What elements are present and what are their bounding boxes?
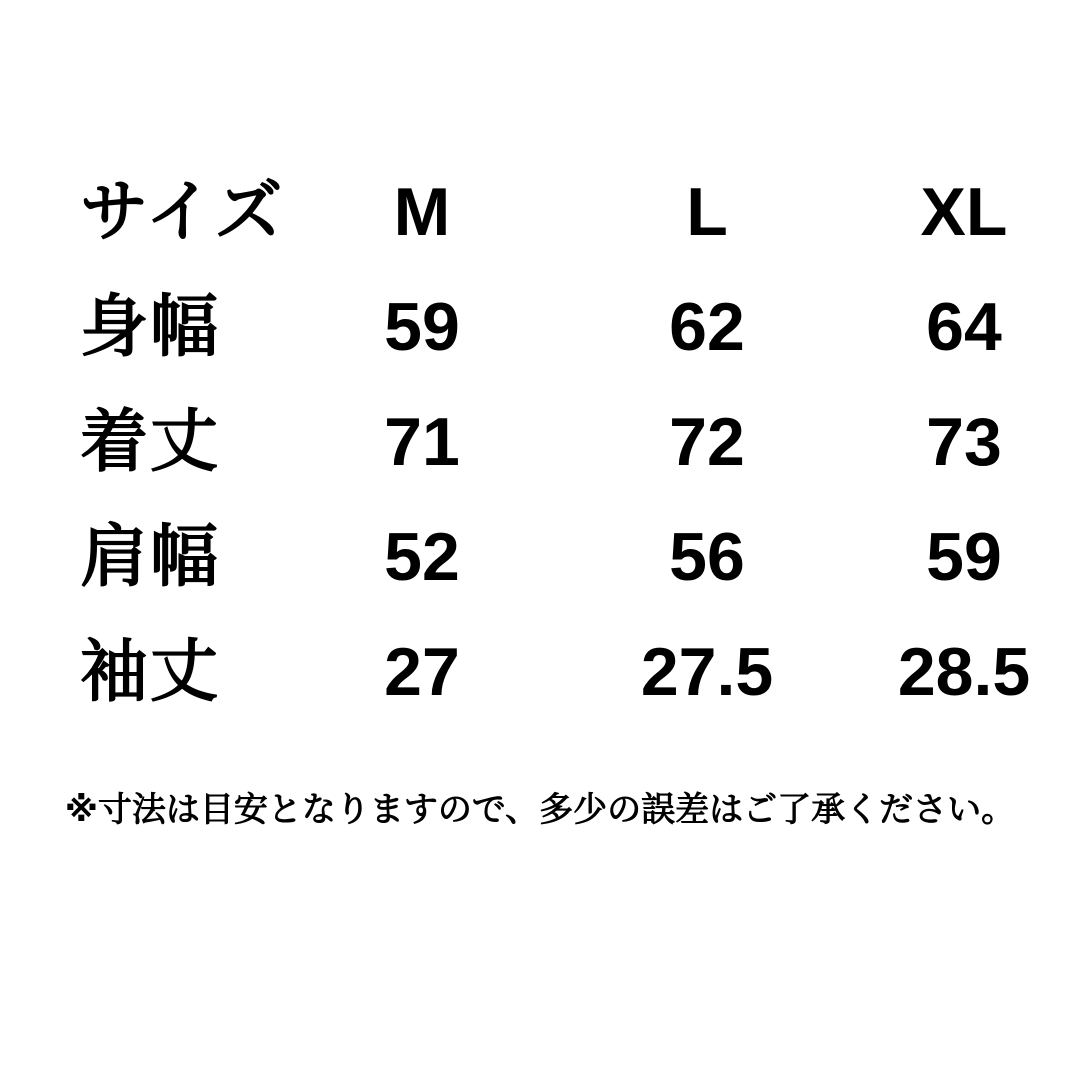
column-header-m: M: [393, 174, 451, 250]
column-header-size: サイズ: [80, 174, 285, 250]
shoulder-width-xl: 59: [926, 519, 1002, 595]
column-header-xl: XL: [920, 174, 1008, 250]
row-label-length: 着丈: [80, 404, 221, 480]
row-label-shoulder-width: 肩幅: [80, 519, 221, 595]
shoulder-width-row: [0, 500, 1080, 615]
sleeve-length-l: 27.5: [640, 634, 774, 710]
shoulder-width-m: 52: [384, 519, 460, 595]
sleeve-length-m: 27: [384, 634, 460, 710]
sleeve-length-row: [0, 615, 1080, 730]
length-row: [0, 385, 1080, 500]
column-header-l: L: [686, 174, 728, 250]
length-xl: 73: [926, 404, 1002, 480]
header-row: [0, 155, 1080, 270]
sleeve-length-xl: 28.5: [897, 634, 1031, 710]
size-table: [0, 155, 1080, 730]
body-width-row: [0, 270, 1080, 385]
length-l: 72: [669, 404, 745, 480]
disclaimer-note: ※寸法は目安となりますので、多少の誤差はご了承ください。: [64, 791, 1016, 829]
body-width-m: 59: [384, 289, 460, 365]
row-label-body-width: 身幅: [80, 289, 221, 365]
row-label-sleeve-length: 袖丈: [80, 634, 221, 710]
length-m: 71: [384, 404, 460, 480]
body-width-xl: 64: [926, 289, 1002, 365]
shoulder-width-l: 56: [669, 519, 745, 595]
body-width-l: 62: [669, 289, 745, 365]
